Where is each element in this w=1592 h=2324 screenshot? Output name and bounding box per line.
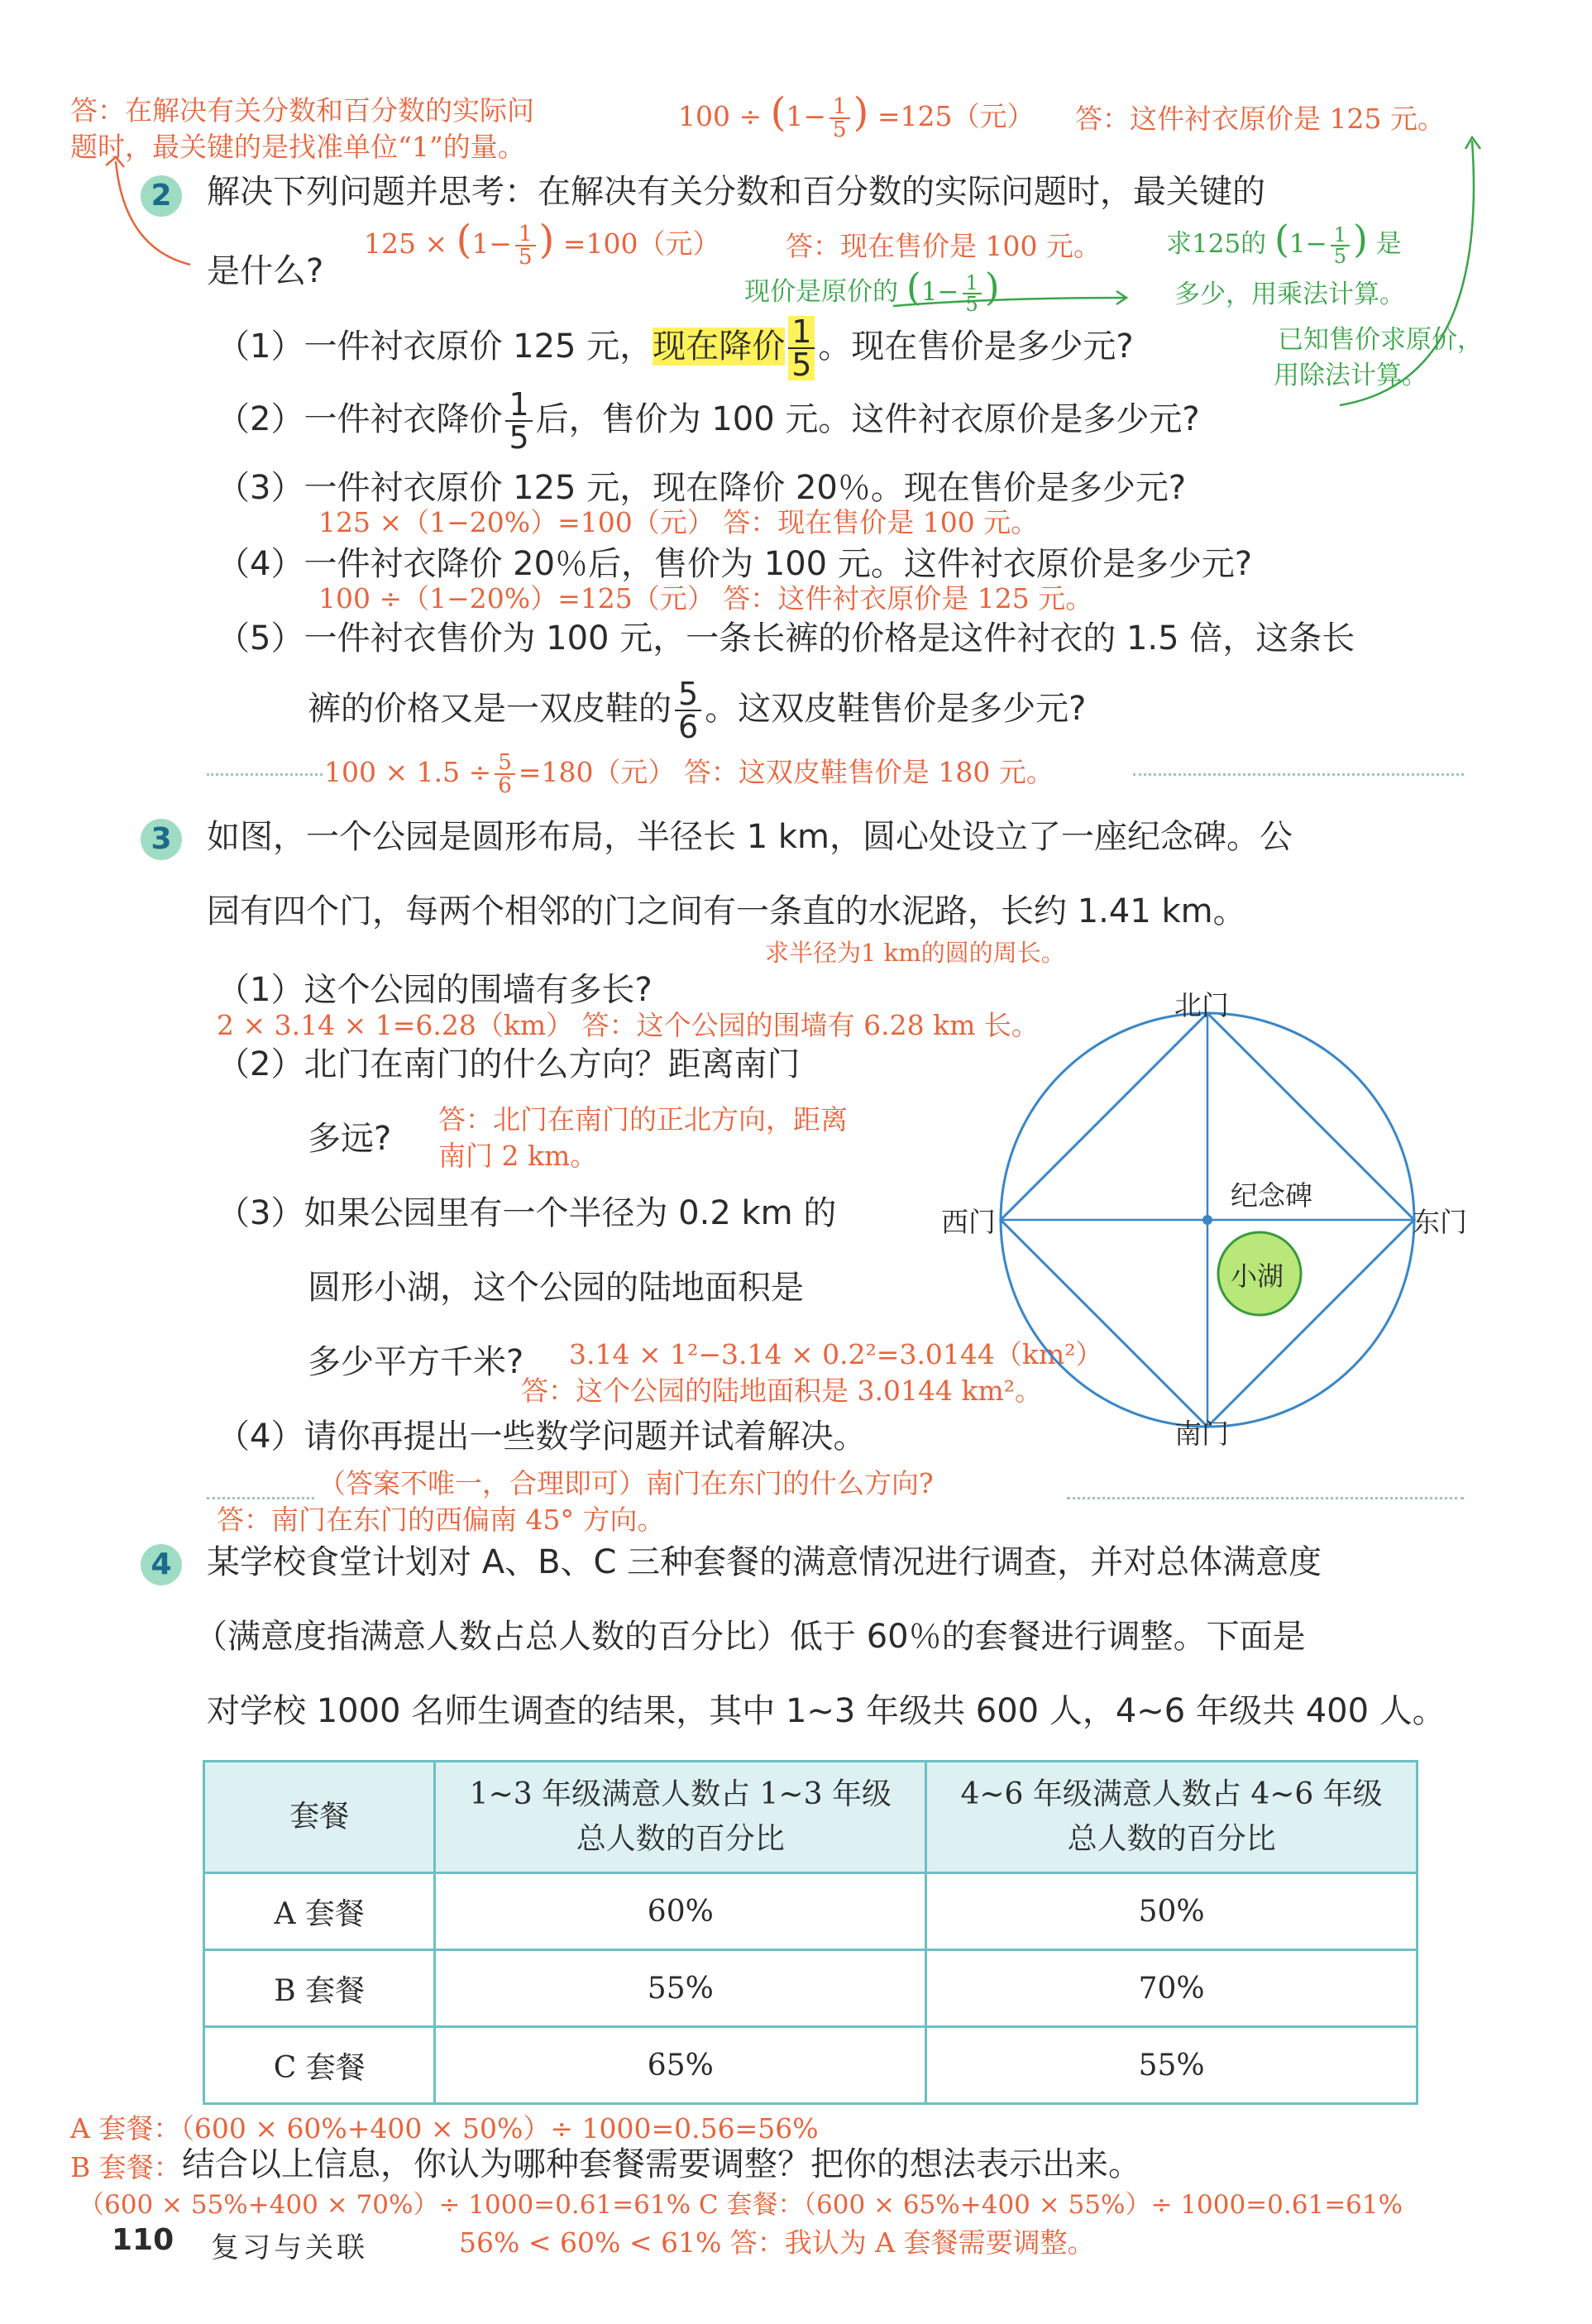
table-cell-value: 55%	[435, 1950, 926, 2027]
monument-dot	[1202, 1215, 1212, 1225]
page-number: 110	[112, 2223, 174, 2257]
table-header-meal: 套餐	[204, 1762, 435, 1873]
q4-question: 结合以上信息，你认为哪种套餐需要调整？把你的想法表示出来。	[182, 2145, 1141, 2183]
q2-part-3-answer: 125 ×（1−20%）=100（元） 答：现在售价是 100 元。	[318, 506, 1039, 538]
dotted-separator	[1133, 773, 1464, 776]
q3-perimeter-hint: 求半径为1 km的圆的周长。	[765, 939, 1065, 967]
note-line-1: 答：在解决有关分数和百分数的实际问	[70, 94, 534, 127]
q3-part-3-line-1: （3）如果公园里有一个半径为 0.2 km 的	[217, 1194, 837, 1232]
q4-answer-a: A 套餐：（600 × 60%+400 × 50%）÷ 1000=0.56=56%	[70, 2112, 819, 2145]
q2-hint-divide-1: 已知售价求原价，	[1278, 325, 1483, 355]
question-2-badge: 2	[141, 175, 182, 217]
table-cell-meal: C 套餐	[204, 2027, 435, 2104]
q2-part-1: （1）一件衬衣原价 125 元，现在降价 $\frac{1}{5}$ 。现在售价是多少元?	[217, 313, 1134, 383]
q4-answer-b-label: B 套餐：	[70, 2151, 181, 2183]
q3-part-4: （4）请你再提出一些数学问题并试着解决。	[217, 1418, 867, 1456]
map-label-east: 东门	[1413, 1206, 1467, 1238]
table-row	[204, 1873, 1418, 1950]
q3-part-2-answer-1: 答：北门在南门的正北方向，距离	[438, 1103, 848, 1136]
question-4-badge: 4	[141, 1544, 182, 1585]
map-label-lake: 小湖	[1231, 1260, 1284, 1292]
q2-now-price-hint: 现价是原价的 (1− $\frac{1}{5}$ )	[744, 265, 1000, 316]
q4-answer-bc: （600 × 55%+400 × 70%）÷ 1000=0.61=61% C 套餐：（600 × 65%+400 × 55%）÷ 1000=0.61=61%	[79, 2190, 1403, 2220]
q3-part-3-calc: 3.14 × 1²−3.14 × 0.2²=3.0144（km²）	[569, 1338, 1103, 1370]
table-header-row	[204, 1762, 1418, 1873]
q3-part-2-line-1: （2）北门在南门的什么方向？距离南门	[217, 1045, 801, 1083]
q3-part-2-line-2: 多远?	[308, 1120, 392, 1158]
q4-stem-line-2: （满意度指满意人数占总人数的百分比）低于 60％的套餐进行调整。下面是	[194, 1618, 1306, 1656]
q3-part-2-answer-2: 南门 2 km。	[438, 1140, 598, 1172]
q2-p1-answer: 答：现在售价是 100 元。	[786, 230, 1101, 262]
q2-part-5-line-2: 裤的价格又是一双皮鞋的 $\frac{5}{6}$ 。这双皮鞋售价是多少元?	[308, 676, 1087, 745]
q2-hint-multiply-2: 多少，用乘法计算。	[1174, 280, 1405, 309]
q2-hint-multiply: 求125的 (1− $\frac{1}{5}$ ) 是	[1166, 217, 1402, 268]
q2-part-3: （3）一件衬衣原价 125 元，现在降价 20％。现在售价是多少元?	[217, 469, 1187, 507]
dotted-separator	[1067, 1497, 1464, 1499]
table-cell-value: 70%	[926, 1950, 1418, 2027]
map-label-west: 西门	[941, 1206, 996, 1238]
q4-conclusion: 56% < 60% < 61% 答：我认为 A 套餐需要调整。	[459, 2226, 1095, 2259]
table-header-grade-4-6: 4~6 年级满意人数占 4~6 年级 总人数的百分比	[926, 1762, 1418, 1873]
q2-original-price-calc: 100 ÷ (1− $\frac{1}{5}$ ) =125（元）	[678, 89, 1035, 142]
map-label-monument: 纪念碑	[1231, 1179, 1312, 1212]
q4-stem-line-3: 对学校 1000 名师生调查的结果，其中 1~3 年级共 600 人，4~6 年级共 400 人。	[207, 1692, 1446, 1730]
satisfaction-table	[203, 1760, 1418, 2105]
q3-part-1-answer: 2 × 3.14 × 1=6.28（km） 答：这个公园的围墙有 6.28 km 长。	[217, 1009, 1039, 1041]
q2-stem-line-1: 解决下列问题并思考：在解决有关分数和百分数的实际问题时，最关键的	[207, 173, 1265, 211]
q3-part-1: （1）这个公园的围墙有多长?	[217, 971, 653, 1009]
table-cell-value: 65%	[435, 2027, 926, 2104]
question-3-badge: 3	[141, 819, 182, 860]
map-label-north: 北门	[1174, 989, 1229, 1021]
table-cell-value: 55%	[926, 2027, 1418, 2104]
note-line-2: 题时，最关键的是找准单位“1”的量。	[70, 131, 525, 163]
q3-part-4-answer-1: （答案不唯一，合理即可）南门在东门的什么方向?	[318, 1467, 934, 1499]
q3-part-3-line-3: 多少平方千米?	[308, 1343, 524, 1381]
q3-part-3-answer: 答：这个公园的陆地面积是 3.0144 km²。	[521, 1375, 1042, 1407]
q4-stem-line-1: 某学校食堂计划对 A、B、C 三种套餐的满意情况进行调查，并对总体满意度	[207, 1543, 1322, 1581]
q3-stem-line-2: 园有四个门，每两个相邻的门之间有一条直的水泥路，长约 1.41 km。	[207, 892, 1246, 930]
q2-part-2: （2）一件衬衣降价 $\frac{1}{5}$ 后，售价为 100 元。这件衬衣原价是多少元?	[217, 386, 1200, 456]
q3-stem-line-1: 如图，一个公园是圆形布局，半径长 1 km，圆心处设立了一座纪念碑。公	[207, 818, 1293, 856]
table-cell-value: 50%	[926, 1873, 1418, 1950]
q2-p1-calc: 125 × (1− $\frac{1}{5}$ ) =100（元）	[364, 217, 720, 270]
section-title: 复习与关联	[211, 2231, 368, 2264]
q2-part-5-line-1: （5）一件衬衣售价为 100 元，一条长裤的价格是这件衬衣的 1.5 倍，这条长	[217, 619, 1355, 658]
map-label-south: 南门	[1174, 1418, 1229, 1450]
q2-part-5-answer: 100 × 1.5 ÷ $\frac{5}{6}$ =180（元） 答：这双皮鞋售价是 180 元。	[324, 750, 1054, 798]
highlight-discount: 现在降价	[653, 328, 786, 366]
q2-part-4-answer: 100 ÷（1−20%）=125（元） 答：这件衬衣原价是 125 元。	[318, 582, 1093, 614]
table-header-grade-1-3: 1~3 年级满意人数占 1~3 年级 总人数的百分比	[435, 1762, 926, 1873]
q3-part-4-answer-2: 答：南门在东门的西偏南 45° 方向。	[217, 1504, 665, 1536]
q3-part-3-line-2: 圆形小湖，这个公园的陆地面积是	[308, 1269, 804, 1307]
table-cell-meal: A 套餐	[204, 1873, 435, 1950]
table-row	[204, 2027, 1418, 2104]
table-cell-value: 60%	[435, 1873, 926, 1950]
dotted-separator	[207, 773, 323, 776]
table-row	[204, 1950, 1418, 2027]
q2-original-price-answer: 答：这件衬衣原价是 125 元。	[1075, 103, 1445, 135]
q2-hint-divide-2: 用除法计算。	[1274, 361, 1427, 390]
table-cell-meal: B 套餐	[204, 1950, 435, 2027]
park-map	[926, 976, 1456, 1472]
q2-stem-line-2: 是什么?	[207, 252, 324, 290]
q2-part-4: （4）一件衬衣降价 20％后，售价为 100 元。这件衬衣原价是多少元?	[217, 545, 1253, 583]
